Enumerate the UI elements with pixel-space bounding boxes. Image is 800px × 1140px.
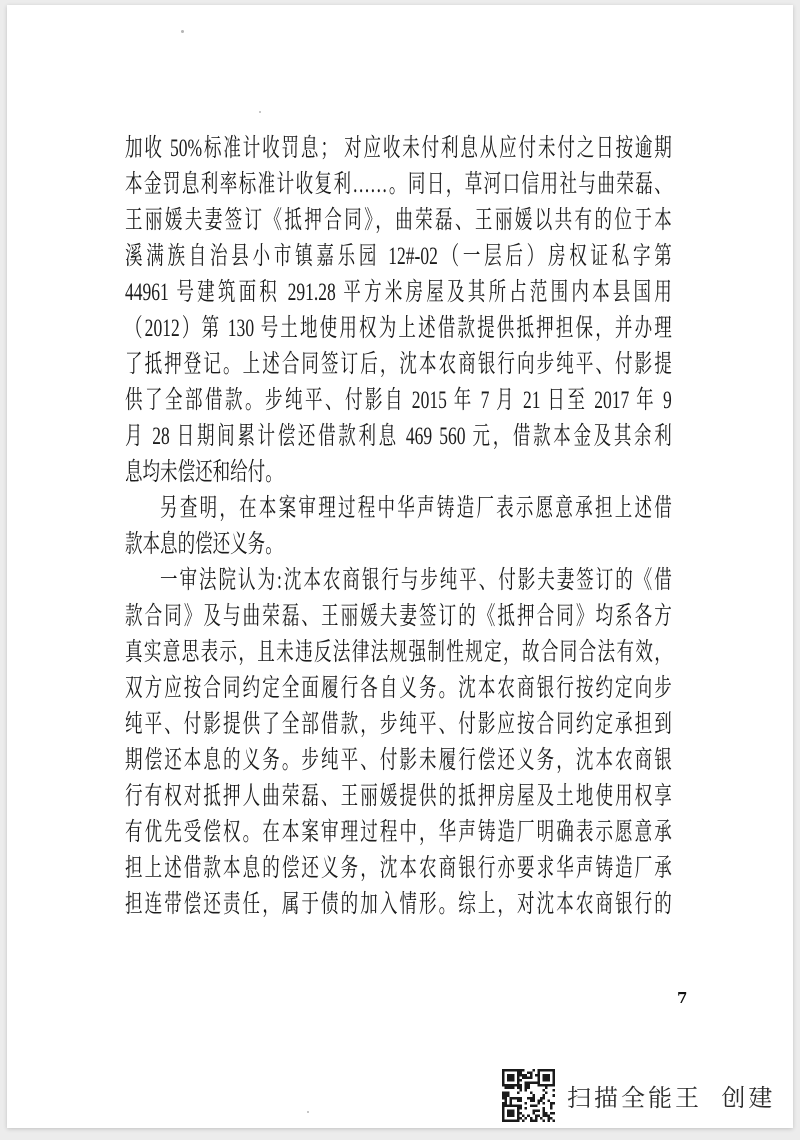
- text-line-13: 一审法院认为:沈本农商银行与步纯平、付影夫妻签订的《借: [160, 567, 672, 594]
- text-line-20: 有优先受偿权。在本案审理过程中，华声铸造厂明确表示愿意承: [125, 819, 672, 846]
- text-line-15: 真实意思表示，且未违反法律法规强制性规定，故合同合法有效，: [125, 639, 672, 666]
- text-line-17: 纯平、付影提供了全部借款，步纯平、付影应按合同约定承担到: [125, 711, 672, 738]
- text-line-16: 双方应按合同约定全面履行各自义务。沈本农商银行按约定向步: [125, 675, 672, 702]
- text-line-19: 行有权对抵押人曲荣磊、王丽媛提供的抵押房屋及土地使用权享: [125, 783, 672, 810]
- scan-noise-speck: [181, 30, 184, 33]
- document-page: [7, 5, 793, 1128]
- text-line-22: 担连带偿还责任，属于债的加入情形。综上，对沈本农商银行的: [125, 891, 672, 918]
- text-line-14: 款合同》及与曲荣磊、王丽媛夫妻签订的《抵押合同》均系各方: [125, 603, 672, 630]
- text-line-7: 了抵押登记。上述合同签订后，沈本农商银行向步纯平、付影提: [125, 351, 672, 378]
- scan-noise-speck: [307, 1111, 309, 1113]
- text-line-21: 担上述借款本息的偿还义务，沈本农商银行亦要求华声铸造厂承: [125, 855, 672, 882]
- text-line-6: （2012）第 130 号土地使用权为上述借款提供抵押担保，并办理: [125, 315, 672, 342]
- text-line-5: 44961 号建筑面积 291.28 平方米房屋及其所占范围内本县国用: [125, 279, 672, 306]
- text-line-10: 息均未偿还和给付。: [125, 459, 283, 486]
- text-line-2: 本金罚息利率标准计收复利……。同日，草河口信用社与曲荣磊、: [125, 171, 672, 198]
- text-line-11: 另查明，在本案审理过程中华声铸造厂表示愿意承担上述借: [160, 495, 672, 522]
- text-line-4: 溪满族自治县小市镇嘉乐园 12#-02（一层后）房权证私字第: [125, 243, 672, 270]
- text-line-8: 供了全部借款。步纯平、付影自 2015 年 7 月 21 日至 2017 年 9: [125, 387, 672, 414]
- text-line-9: 月 28 日期间累计偿还借款利息 469 560 元，借款本金及其余利: [125, 423, 672, 450]
- text-line-1: 加收 50%标准计收罚息； 对应收未付利息从应付未付之日按逾期: [125, 135, 672, 162]
- scanner-watermark-label: 扫描全能王 创建: [567, 1085, 776, 1112]
- page-number: 7: [677, 989, 688, 1007]
- text-line-12: 款本息的偿还义务。: [125, 531, 283, 558]
- qr-code: [502, 1068, 555, 1123]
- scanner-watermark: [502, 1068, 775, 1123]
- document-body-text: [125, 131, 672, 923]
- scan-noise-speck: [259, 111, 261, 113]
- text-line-18: 期偿还本息的义务。步纯平、付影未履行偿还义务，沈本农商银: [125, 747, 672, 774]
- text-line-3: 王丽媛夫妻签订《抵押合同》，曲荣磊、王丽媛以共有的位于本: [125, 207, 672, 234]
